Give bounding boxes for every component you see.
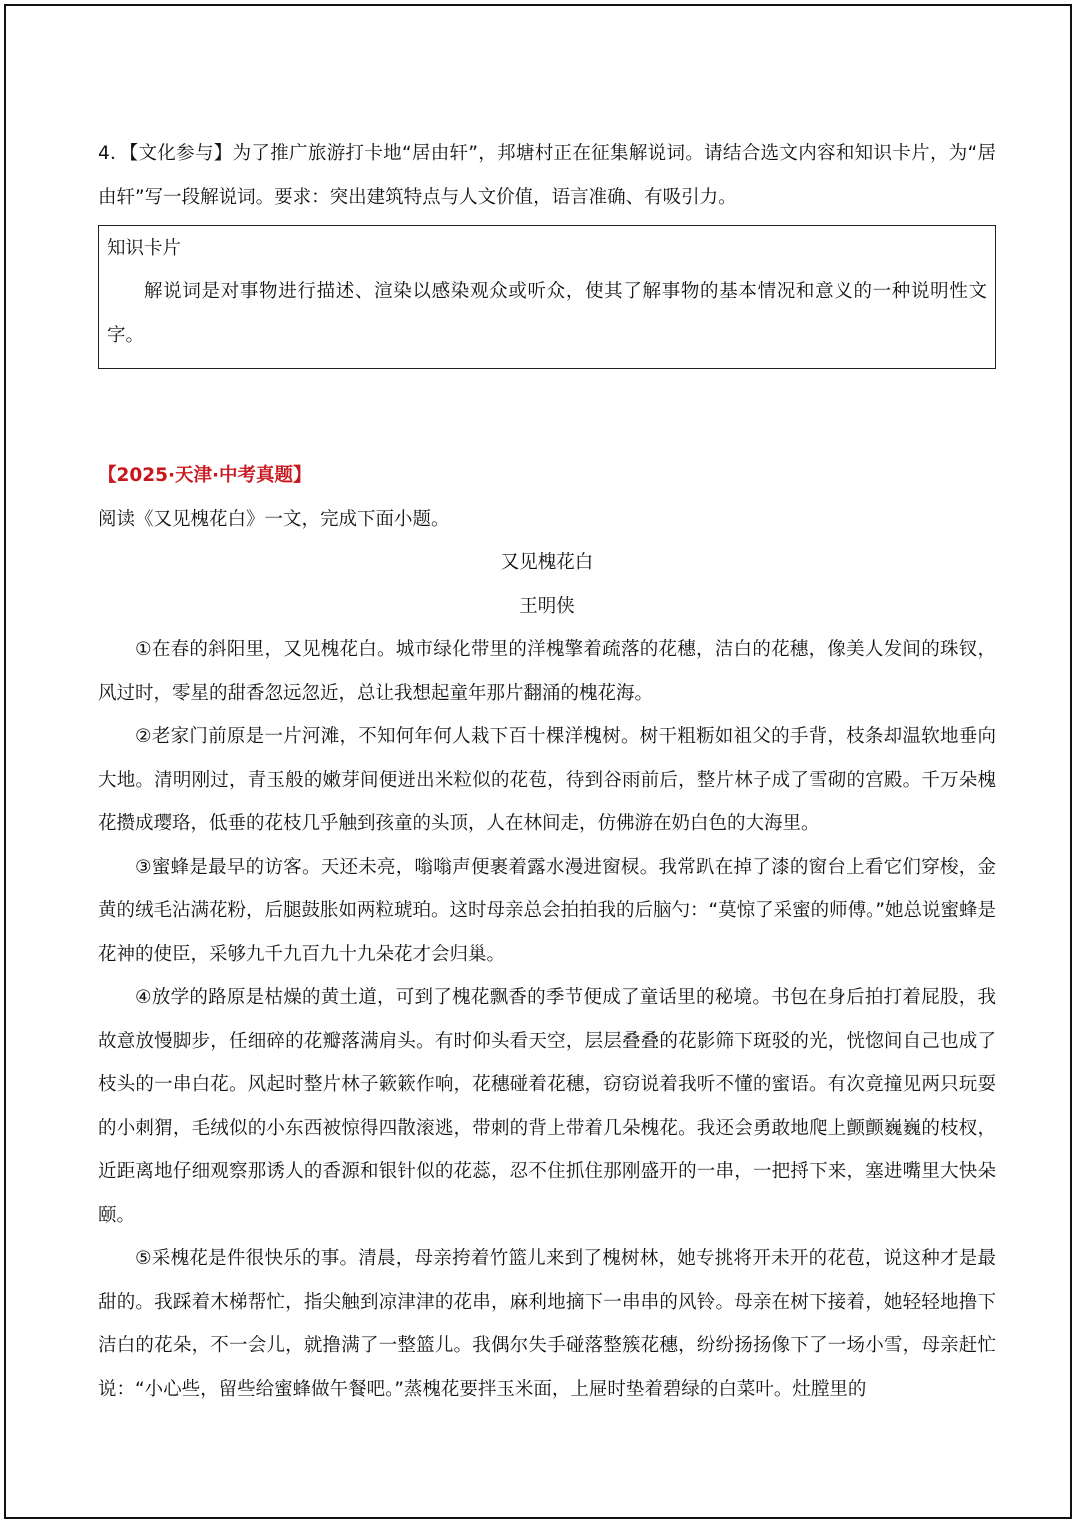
knowledge-card-body: 解说词是对事物进行描述、渲染以感染观众或听众，使其了解事物的基本情况和意义的一种说明性文字。 xyxy=(107,281,987,346)
article-paragraph: ①在春的斜阳里，又见槐花白。城市绿化带里的洋槐擎着疏落的花穗，洁白的花穗，像美人发间的珠钗，风过时，零星的甜香忽远忽近，总让我想起童年那片翻涌的槐花海。 xyxy=(98,639,996,704)
question-4: 4．【文化参与】为了推广旅游打卡地“居由轩”，邦塘村正在征集解说词。请结合选文内容和知识卡片，为“居由轩”写一段解说词。要求：突出建筑特点与人文价值，语言准确、有吸引力。 xyxy=(98,143,996,208)
reading-instruction: 阅读《又见槐花白》一文，完成下面小题。 xyxy=(98,508,450,530)
knowledge-card-title: 知识卡片 xyxy=(107,238,182,259)
source-tag: 【2025·天津·中考真题】 xyxy=(98,465,312,486)
article-title: 又见槐花白 xyxy=(500,552,594,573)
document-content xyxy=(98,132,996,1411)
article-author: 王明侠 xyxy=(519,595,575,617)
article-paragraph: ④放学的路原是枯燥的黄土道，可到了槐花飘香的季节便成了童话里的秘境。书包在身后拍打着屁股，我故意放慢脚步，任细碎的花瓣落满肩头。有时仰头看天空，层层叠叠的花影筛下斑驳的光，恍惚间自己也成了枝头的一串白花。风起时整片林子簌簌作响，花穗碰着花穗，窃窃说着我听不懂的蜜语。有次竟撞见两只玩耍的小刺猬，毛绒似的小东西被惊得四散滚逃，带刺的背上带着几朵槐花。我还会勇敢地爬上颤颤巍巍的枝杈，近距离地仔细观察那诱人的香源和银针似的花蕊，忍不住抓住那刚盛开的一串，一把捋下来，塞进嘴里大快朵颐。 xyxy=(98,987,996,1226)
article-paragraph: ②老家门前原是一片河滩，不知何年何人栽下百十棵洋槐树。树干粗粝如祖父的手背，枝条却温软地垂向大地。清明刚过，青玉般的嫩芽间便迸出米粒似的花苞，待到谷雨前后，整片林子成了雪砌的宫殿。千万朵槐花攒成璎珞，低垂的花枝几乎触到孩童的头顶，人在林间走，仿佛游在奶白色的大海里。 xyxy=(98,726,996,834)
knowledge-card xyxy=(98,225,996,369)
article-paragraph: ⑤采槐花是件很快乐的事。清晨，母亲挎着竹篮儿来到了槐树林，她专挑将开未开的花苞，说这种才是最甜的。我踩着木梯帮忙，指尖触到凉津津的花串，麻利地摘下一串串的风铃。母亲在树下接着，她轻轻地撸下洁白的花朵，不一会儿，就撸满了一整篮儿。我偶尔失手碰落整簇花穗，纷纷扬扬像下了一场小雪，母亲赶忙说：“小心些，留些给蜜蜂做午餐吧。”蒸槐花要拌玉米面，上屉时垫着碧绿的白菜叶。灶膛里的 xyxy=(98,1248,996,1400)
article-paragraph: ③蜜蜂是最早的访客。天还未亮，嗡嗡声便裹着露水漫进窗棂。我常趴在掉了漆的窗台上看它们穿梭，金黄的绒毛沾满花粉，后腿鼓胀如两粒琥珀。这时母亲总会拍拍我的后脑勺：“莫惊了采蜜的师傅。”她总说蜜蜂是花神的使臣，采够九千九百九十九朵花才会归巢。 xyxy=(98,856,996,965)
